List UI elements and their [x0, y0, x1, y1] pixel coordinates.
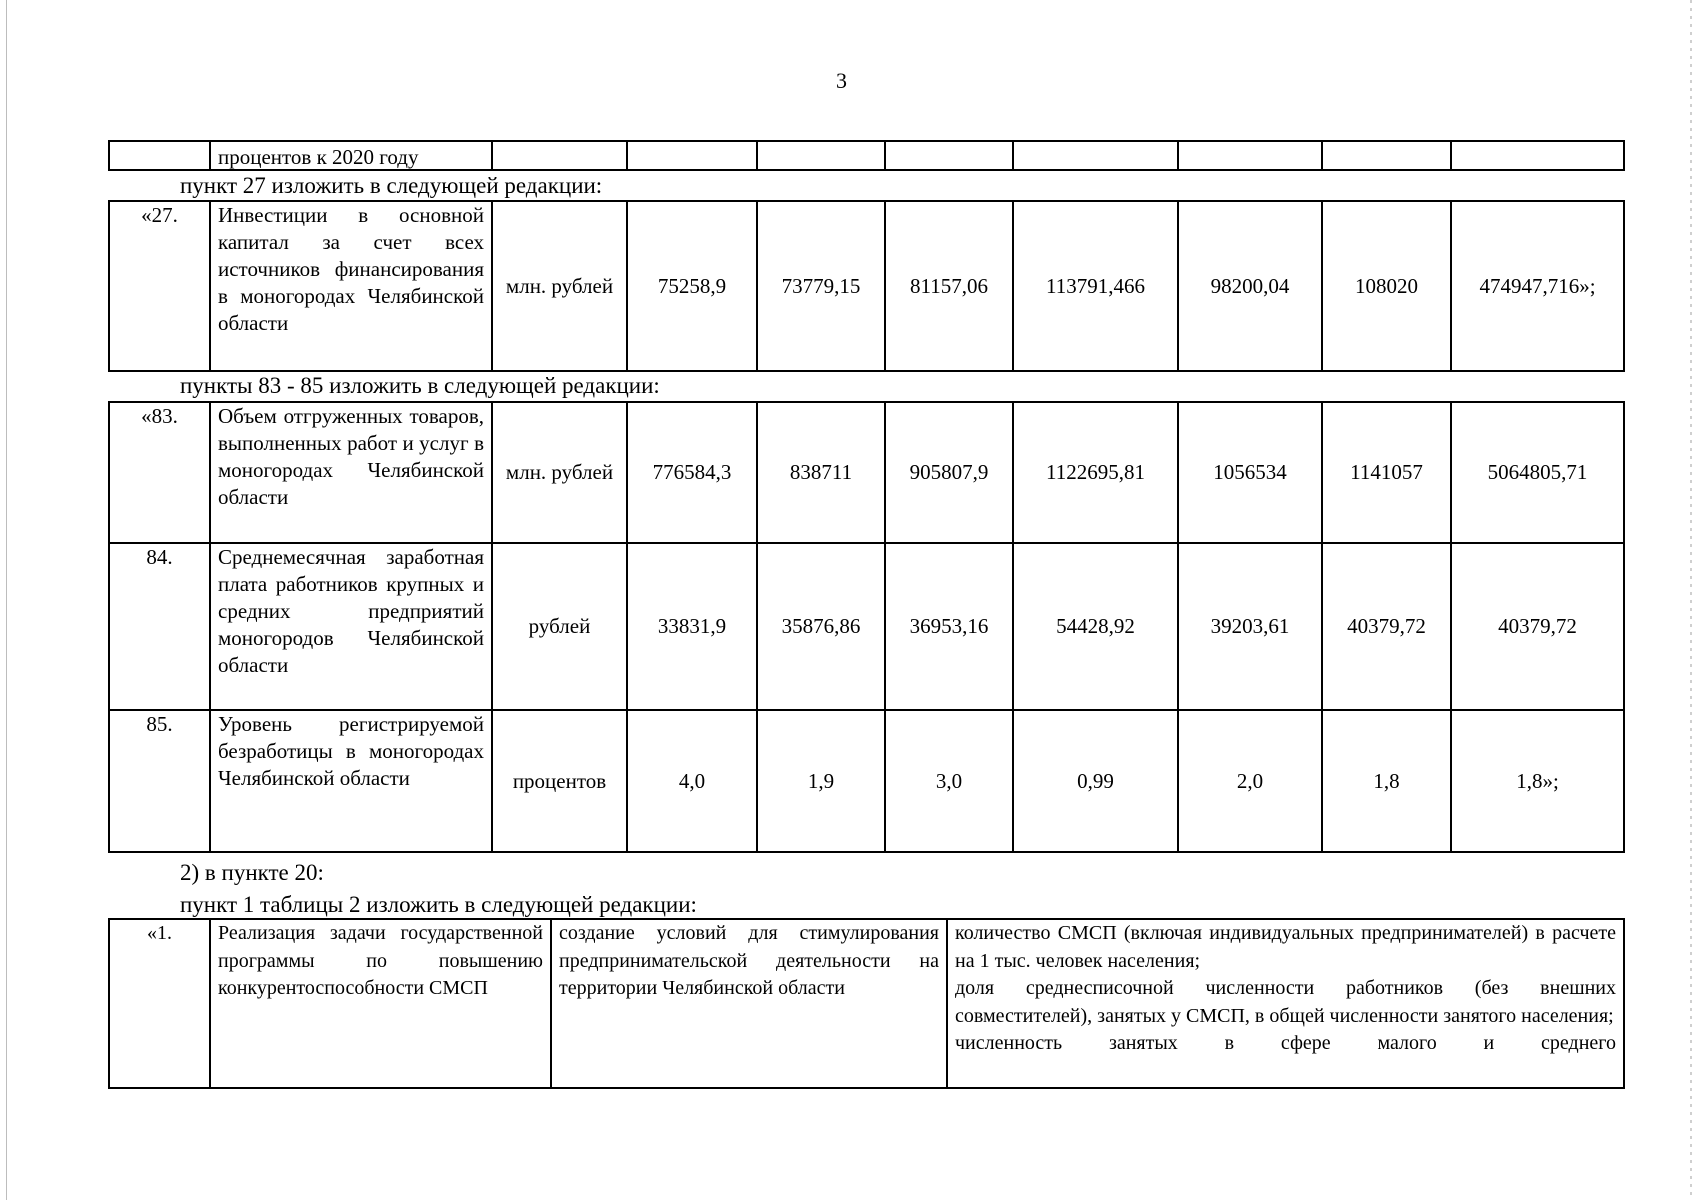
cell-value: 905807,9	[885, 402, 1013, 543]
indicator-line: количество СМСП (включая индивидуальных предпринимателей) в расчете на 1 тыс. человек населения;	[955, 922, 1616, 972]
cell-value: 40379,72	[1451, 543, 1624, 710]
cell-num: 85.	[109, 710, 210, 852]
cell-value: 33831,9	[627, 543, 757, 710]
cell-description: Инвестиции в основной капитал за счет всех источников финансирования в моногородах Челябинской области	[210, 201, 492, 371]
indicator-line: доля среднесписочной численности работников (без внешних совместителей), занятых у СМСП, в общей численности занятого населения;	[955, 977, 1616, 1027]
table-row	[109, 919, 1624, 1088]
cell-value: 3,0	[885, 710, 1013, 852]
cell-value: 1,9	[757, 710, 885, 852]
cell-goal: создание условий для стимулирования предпринимательской деятельности на территории Челябинской области	[551, 919, 947, 1088]
cell-value: 108020	[1322, 201, 1451, 371]
cell-indicators	[947, 919, 1624, 1088]
cell-unit: млн. рублей	[492, 201, 627, 371]
cell-unit: рублей	[492, 543, 627, 710]
instruction-table-2: пункт 1 таблицы 2 изложить в следующей редакции:	[180, 892, 697, 917]
cell-description: процентов к 2020 году	[210, 141, 492, 170]
cell-num: «83.	[109, 402, 210, 543]
cell-value: 73779,15	[757, 201, 885, 371]
cell-num	[109, 141, 210, 170]
table-row	[109, 402, 1624, 543]
table-row-27	[108, 200, 1625, 372]
cell-unit: млн. рублей	[492, 402, 627, 543]
page-left-edge	[6, 0, 7, 1200]
cell-unit: процентов	[492, 710, 627, 852]
cell-value: 1,8»;	[1451, 710, 1624, 852]
instruction-item-20: 2) в пункте 20:	[180, 860, 324, 885]
cell-value: 1141057	[1322, 402, 1451, 543]
cell-value: 1,8	[1322, 710, 1451, 852]
cell-value: 5064805,71	[1451, 402, 1624, 543]
cell-num: «1.	[109, 919, 210, 1088]
cell-value: 39203,61	[1178, 543, 1322, 710]
cell-value: 54428,92	[1013, 543, 1178, 710]
instruction-27: пункт 27 изложить в следующей редакции:	[180, 173, 603, 198]
cell-value: 35876,86	[757, 543, 885, 710]
cell-description: Уровень регистрируемой безработицы в моногородах Челябинской области	[210, 710, 492, 852]
table-row	[109, 201, 1624, 371]
cell-value: 40379,72	[1322, 543, 1451, 710]
cell-value: 0,99	[1013, 710, 1178, 852]
cell-value: 4,0	[627, 710, 757, 852]
table-row	[109, 141, 1624, 170]
cell-value: 113791,466	[1013, 201, 1178, 371]
indicator-line: численность занятых в сфере малого и среднего	[955, 1032, 1616, 1054]
cell-value: 36953,16	[885, 543, 1013, 710]
page-number: 3	[836, 68, 847, 93]
table-continuation	[108, 140, 1625, 171]
table2-row-1	[108, 918, 1625, 1089]
table-row	[109, 543, 1624, 710]
cell-value: 75258,9	[627, 201, 757, 371]
cell-num: 84.	[109, 543, 210, 710]
instruction-83-85: пункты 83 - 85 изложить в следующей редакции:	[180, 373, 660, 398]
page-right-edge	[1690, 0, 1692, 1200]
cell-description: Среднемесячная заработная плата работников крупных и средних предприятий моногородов Челябинской области	[210, 543, 492, 710]
cell-value: 838711	[757, 402, 885, 543]
cell-value: 98200,04	[1178, 201, 1322, 371]
cell-value: 1122695,81	[1013, 402, 1178, 543]
cell-value: 2,0	[1178, 710, 1322, 852]
cell-value: 1056534	[1178, 402, 1322, 543]
cell-value: 776584,3	[627, 402, 757, 543]
cell-description: Объем отгруженных товаров, выполненных работ и услуг в моногородах Челябинской области	[210, 402, 492, 543]
cell-num: «27.	[109, 201, 210, 371]
cell-value: 81157,06	[885, 201, 1013, 371]
table-row	[109, 710, 1624, 852]
cell-task: Реализация задачи государственной программы по повышению конкурентоспособности СМСП	[210, 919, 551, 1088]
table-rows-83-85	[108, 401, 1625, 853]
cell-value: 474947,716»;	[1451, 201, 1624, 371]
